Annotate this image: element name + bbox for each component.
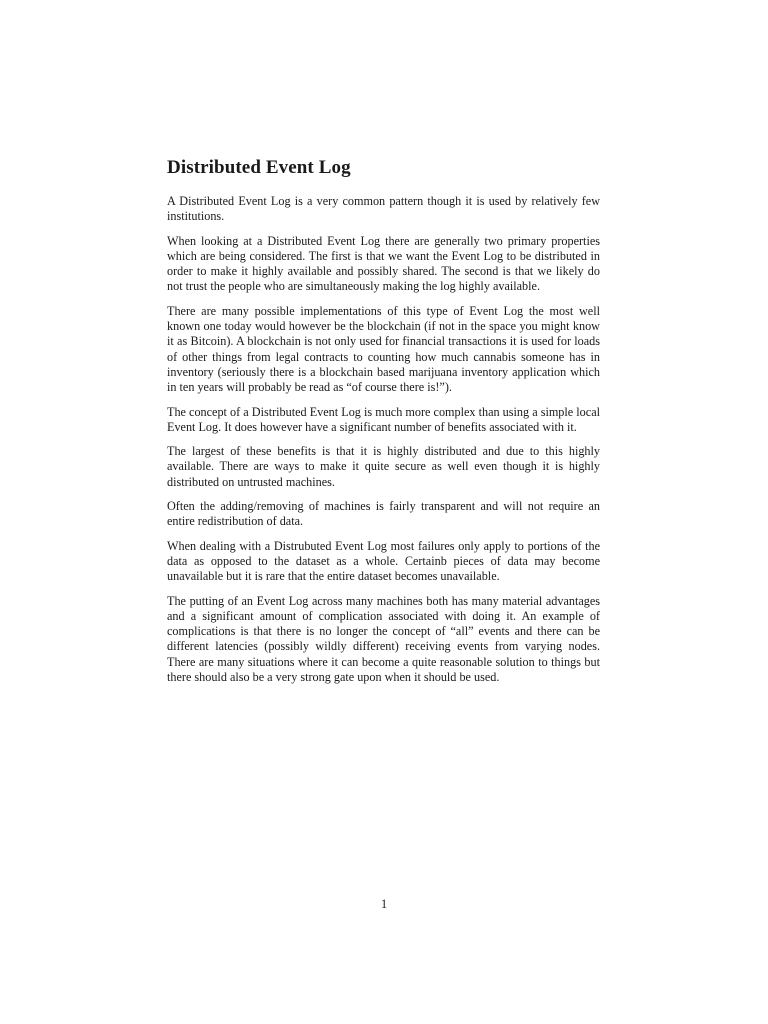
section-title: Distributed Event Log bbox=[167, 157, 351, 178]
page-content bbox=[167, 156, 600, 694]
paragraph-properties: When looking at a Distributed Event Log there are generally two primary properties which are being considered. The first is that we want the Event Log to be distributed in order to make it highly available and possibly shared. The second is that we likely do not trust the people who are simultaneously making the log highly available. bbox=[167, 233, 600, 294]
paragraph-benefits: The largest of these benefits is that it is highly distributed and due to this highly available. There are ways to make it quite secure as well even though it is highly distributed on untrusted machines. bbox=[167, 444, 600, 489]
paragraph-implementations: There are many possible implementations of this type of Event Log the most well known one today would however be the blockchain (if not in the space you might know it as Bitcoin). A blockchain is not only used for financial transactions it is used for loads of other things from legal contracts to counting how much cannabis someone has in inventory (seriously there is a blockchain based marijuana inventory application which in ten years will probably be read as “of course there is!”). bbox=[167, 303, 600, 395]
page-number: 1 bbox=[380, 897, 388, 911]
paragraph-intro: A Distributed Event Log is a very common pattern though it is used by relatively few institutions. bbox=[167, 194, 600, 224]
paragraph-failures: When dealing with a Distrubuted Event Log most failures only apply to portions of the data as opposed to the dataset as a whole. Certainb pieces of data may become unavailable but it is rare that the entire dataset becomes unavailable. bbox=[167, 538, 600, 584]
paragraph-complications: The putting of an Event Log across many machines both has many material advantages and a significant amount of complication associated with doing it. An example of complications is that there is no longer the concept of “all” events and there can be different latencies (possibly wildly different) receiving events from varying nodes. There are many situations where it can become a quite reasonable solution to things but there should also be a very strong gate upon when it should be used. bbox=[167, 593, 600, 685]
paragraph-machines: Often the adding/removing of machines is fairly transparent and will not require an entire redistribution of data. bbox=[167, 499, 600, 529]
paragraph-complexity: The concept of a Distributed Event Log is much more complex than using a simple local Event Log. It does however have a significant number of benefits associated with it. bbox=[167, 404, 600, 434]
